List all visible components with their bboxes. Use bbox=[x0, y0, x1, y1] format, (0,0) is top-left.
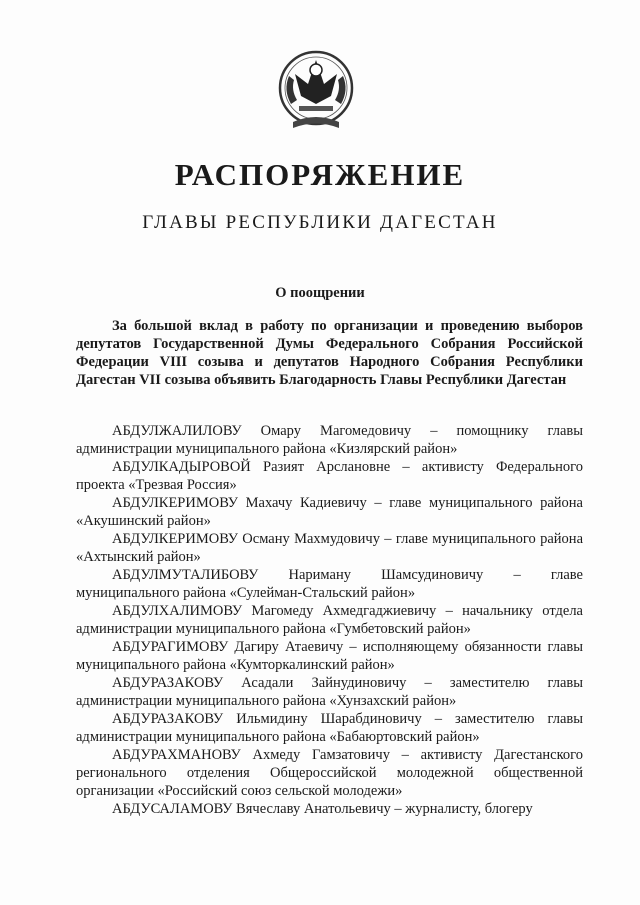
recipient-entry: АБДУРАЗАКОВУ Асадали Зайнудиновичу – заместителю главы администрации муниципального района «Хунзахский район» bbox=[76, 675, 583, 709]
recipients-list bbox=[76, 422, 583, 818]
recipient-entry: АБДУРАГИМОВУ Дагиру Атаевичу – исполняющему обязанности главы муниципального района «Кумторкалинский район» bbox=[76, 639, 583, 673]
recipient-entry: АБДУЛКЕРИМОВУ Осману Махмудовичу – главе муниципального района «Ахтынский район» bbox=[76, 531, 583, 565]
document-title: РАСПОРЯЖЕНИЕ bbox=[174, 157, 466, 192]
recipient-entry: АБДУЛМУТАЛИБОВУ Нариману Шамсудиновичу – главе муниципального района «Сулейман-Стальский район» bbox=[76, 567, 583, 601]
recipient-entry: АБДУСАЛАМОВУ Вячеславу Анатольевичу – журналисту, блогеру bbox=[112, 801, 533, 817]
recipient-entry: АБДУЛЖАЛИЛОВУ Омару Магомедовичу – помощнику главы администрации муниципального района «Кизлярский район» bbox=[76, 423, 583, 457]
recipient-entry: АБДУРАЗАКОВУ Ильмидину Шарабдиновичу – заместителю главы администрации муниципального района «Бабаюртовский район» bbox=[76, 711, 583, 745]
document-subject: О поощрении bbox=[275, 285, 365, 301]
recipient-entry: АБДУЛКЕРИМОВУ Махачу Кадиевичу – главе муниципального района «Акушинский район» bbox=[76, 495, 583, 529]
preamble-paragraph: За большой вклад в работу по организации и проведению выборов депутатов Государственной Думы Федерального Собрания Российской Федерации VIII созыва и депутатов Народного Собрания Республики Дагестан VII созыва объявить Благодарность Главы Республики Дагестан bbox=[76, 318, 583, 388]
recipient-entry: АБДУРАХМАНОВУ Ахмеду Гамзатовичу – активисту Дагестанского регионального отделения Общероссийской молодежной общественной организации «Российский союз сельской молодежи» bbox=[76, 747, 583, 799]
recipient-entry: АБДУЛКАДЫРОВОЙ Разият Арслановне – активисту Федерального проекта «Трезвая Россия» bbox=[76, 459, 583, 493]
document-subtitle: ГЛАВЫ РЕСПУБЛИКИ ДАГЕСТАН bbox=[142, 212, 498, 233]
coat-of-arms-of-dagestan-icon bbox=[275, 44, 357, 136]
recipient-entry: АБДУЛХАЛИМОВУ Магомеду Ахмедгаджиевичу – начальнику отдела администрации муниципального района «Гумбетовский район» bbox=[76, 603, 583, 637]
